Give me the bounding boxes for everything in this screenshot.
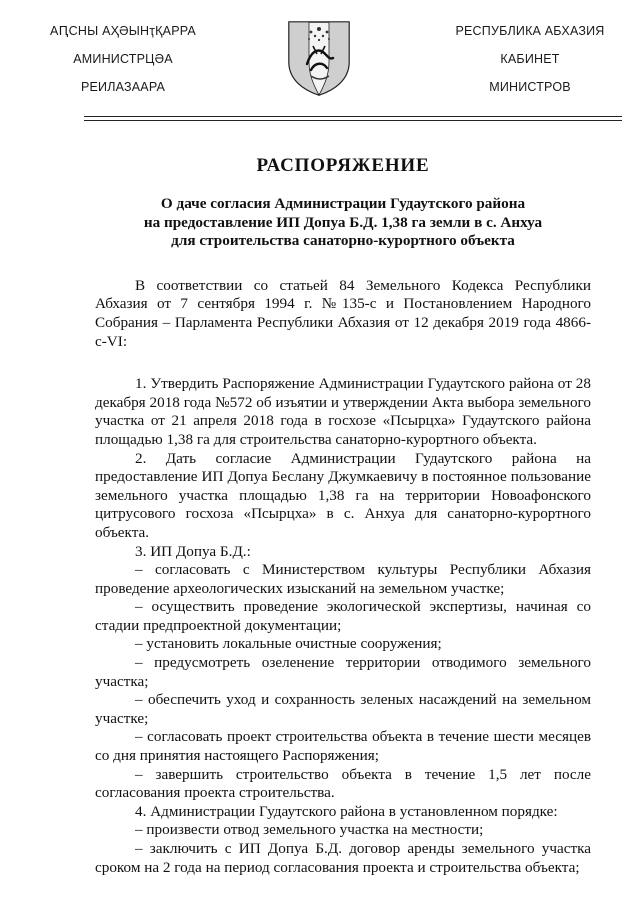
clause-2: 2. Дать согласие Администрации Гудаутского района на предоставление ИП Допуа Беслану Джумкаевичу в постоянное пользование земельного участка площадью 1,38 га на территории Новоафонского цитрусового госхоза «Псырцха» в с. Анхуа для санаторно-курортного объекта. — [95, 449, 591, 541]
preamble-paragraph: В соответствии со статьей 84 Земельного Кодекса Республики Абхазия от 7 сентября 1994 г. №135-с и Постановлением Народного Собрания – Парламента Республики Абхазия от 12 декабря 2019 года 4866-с-VI: — [95, 276, 591, 350]
clause-3-heading: 3. ИП Допуа Б.Д.: — [135, 542, 251, 560]
header-divider-thin — [84, 120, 622, 121]
letterhead-russian — [440, 24, 620, 108]
clause-4-subitem: – произвести отвод земельного участка на местности; — [135, 821, 484, 839]
clause-3-subitem: – установить локальные очистные сооружения; — [135, 635, 442, 653]
letterhead-abkhaz-line-3: РЕИЛАЗААРА — [80, 80, 166, 94]
letterhead-russian-line-2: КАБИНЕТ — [500, 52, 560, 66]
clause-3-subitem: – согласовать с Министерством культуры Республики Абхазия проведение археологических изысканий на земельном участке; — [95, 561, 591, 597]
clause-4-heading: 4. Администрации Гудаутского района в установленном порядке: — [135, 802, 558, 820]
letterhead-abkhaz — [38, 24, 208, 108]
clause-4-subitem: – заключить с ИП Допуа Б.Д. договор аренды земельного участка сроком на 2 года на период согласования проекта и строительства объекта; — [95, 840, 591, 876]
letterhead-russian-line-1: РЕСПУБЛИКА АБХАЗИЯ — [455, 24, 605, 38]
subject-line: на предоставление ИП Допуа Б.Д. 1,38 га земли в с. Анхуа — [143, 213, 543, 231]
document-title: РАСПОРЯЖЕНИЕ — [256, 155, 430, 176]
letterhead — [0, 0, 640, 120]
letterhead-abkhaz-line-2: АМИНИСТРЦӘА — [73, 52, 173, 66]
header-divider-thick — [84, 116, 622, 117]
clause-3-subitem: – осуществить проведение экологической экспертизы, начиная со стадии предпроектной документации; — [95, 598, 591, 634]
letterhead-russian-line-3: МИНИСТРОВ — [489, 80, 571, 94]
clause-3-subitem: – обеспечить уход и сохранность зеленых насаждений на земельном участке; — [95, 691, 591, 727]
clause-3-subitem: – согласовать проект строительства объекта в течение шести месяцев со дня принятия настоящего Распоряжения; — [95, 728, 591, 765]
document-subject — [95, 195, 591, 251]
clause-3-subitem: – предусмотреть озеленение территории отводимого земельного участка; — [95, 654, 591, 690]
clause-3-subitem: – завершить строительство объекта в течение 1,5 лет после согласования проекта строительства. — [95, 765, 591, 802]
letterhead-abkhaz-line-1: АԤСНЫ АҲӘЫНҭҚАРРА — [50, 24, 196, 38]
subject-line: О даче согласия Администрации Гудаутского района — [160, 195, 526, 212]
document-body — [95, 155, 591, 877]
subject-line: для строительства санаторно-курортного объекта — [171, 232, 515, 250]
coat-of-arms-icon — [287, 18, 351, 96]
clause-1: 1. Утвердить Распоряжение Администрации Гудаутского района от 28 декабря 2018 года №572 об изъятии и утверждении Акта выбора земельного участка от 21 апреля 2018 года в госхозе «Псырцха» Гудаутского района площадью 1,38 га для строительства санаторно-курортного объекта. — [95, 375, 591, 448]
